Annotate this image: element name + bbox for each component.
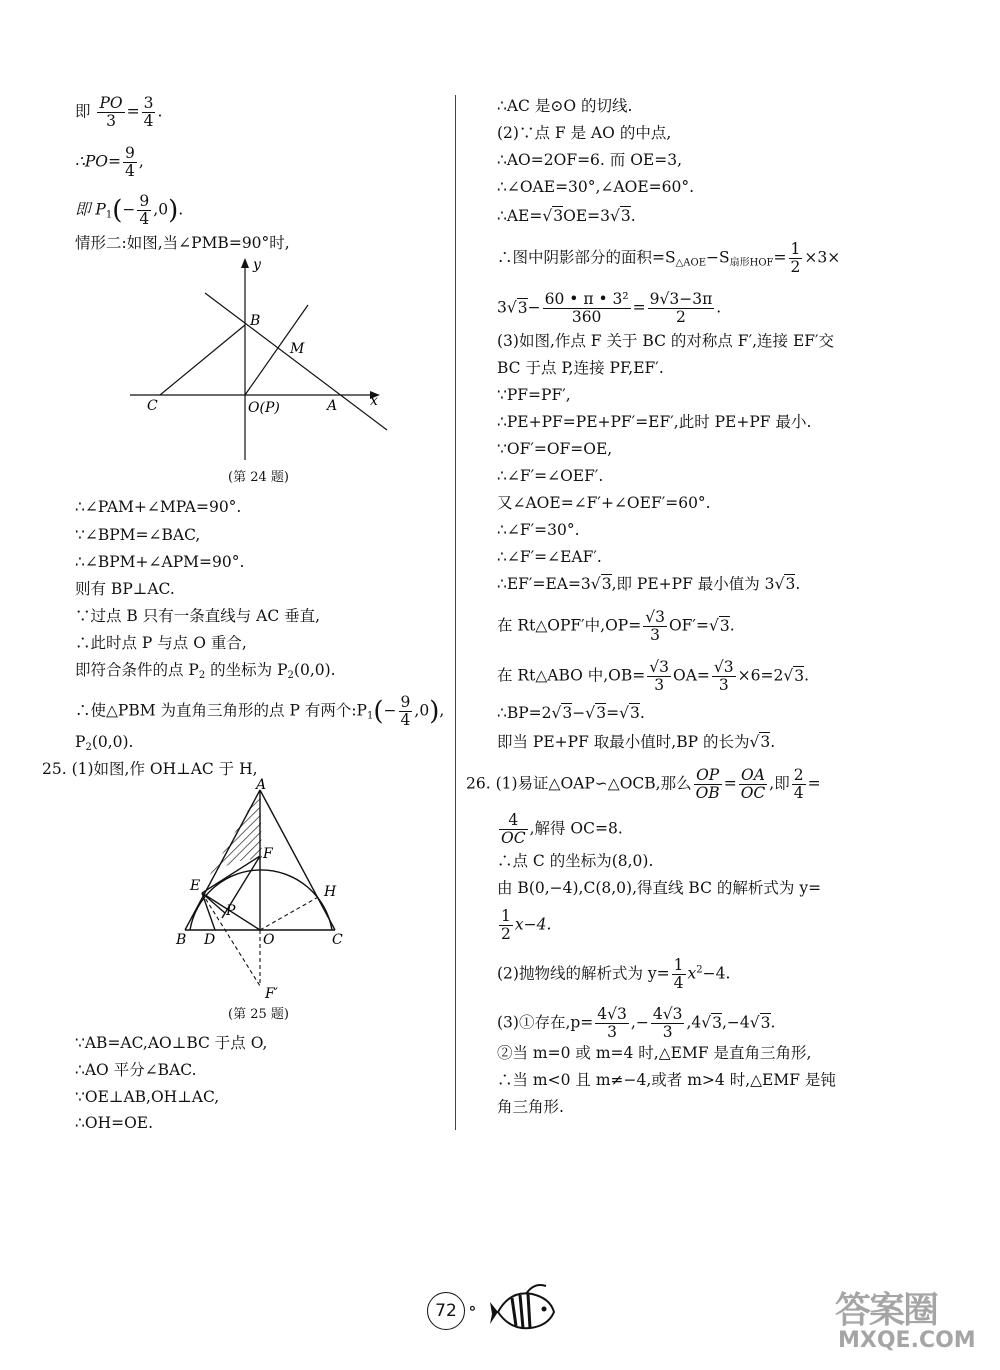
line-tangent: ∴AC 是⊙O 的切线. xyxy=(497,97,633,115)
line-angles: ∴∠OAE=30°,∠AOE=60°. xyxy=(497,178,695,196)
line-bp-value: ∴BP=2√3−√3=√3. xyxy=(497,704,645,722)
line-f-midpoint: (2)∵点 F 是 AO 的中点, xyxy=(497,124,672,142)
question-25-heading: 25. (1)如图,作 OH⊥AC 于 H, xyxy=(42,760,258,778)
line-unique-perp: ∵过点 B 只有一条直线与 AC 垂直, xyxy=(75,607,321,625)
line-aoe-sum: 又∠AOE=∠F′+∠OEF′=60°. xyxy=(497,494,711,512)
line-c-coords: ∴点 C 的坐标为(8,0). xyxy=(497,852,654,870)
line-ef-prime-value: ∴EF′=EA=3√3,即 PE+PF 最小值为 3√3. xyxy=(497,575,801,593)
svg-text:H: H xyxy=(324,884,337,900)
line-angle-f-prime: ∴∠F′=∠OEF′. xyxy=(497,467,604,485)
line-min: ∴PE+PF=PE+PF′=EF′,此时 PE+PF 最小. xyxy=(497,413,812,431)
line-bp-conclusion: 即当 PE+PF 取最小值时,BP 的长为√3. xyxy=(497,733,776,751)
line-right-triangle: ②当 m=0 或 m=4 时,△EMF 是直角三角形, xyxy=(497,1044,812,1062)
line-cb xyxy=(160,325,245,395)
line-oc-solve: $\frac{4}{OC}$ ,解得 OC=8. xyxy=(501,811,623,847)
line-bp-perp: 则有 BP⊥AC. xyxy=(75,580,175,598)
line-ao-value: ∴AO=2OF=6. 而 OE=3, xyxy=(497,151,683,169)
svg-text:y: y xyxy=(253,257,261,273)
svg-text:O: O xyxy=(263,932,275,948)
line-ba xyxy=(205,293,387,430)
segment-oh xyxy=(260,896,320,930)
line-pf-eq: ∵PF=PF′, xyxy=(497,386,571,404)
svg-text:M: M xyxy=(290,341,305,357)
svg-text:E: E xyxy=(190,878,201,894)
line-p2: $P_2(0,0)$. xyxy=(75,733,134,753)
line-op-value: 在 Rt△OPF′中,OP= $\frac{√3}{3}$ OF′=√3. xyxy=(497,608,735,644)
line-bpm-apm: ∴∠BPM+∠APM=90°. xyxy=(75,553,245,571)
watermark-url: MXQE.COM xyxy=(838,1328,976,1353)
line-p-values: (3)①存在,p= $\frac{4√3}{3}$ ,− $\frac{4√3}{3}$ ,4√3,−4√3. xyxy=(497,1005,776,1041)
line-obtuse-triangle: ∴当 m<0 且 m≠−4,或者 m>4 时,△EMF 是钝 xyxy=(497,1071,836,1089)
line-ob-value: 在 Rt△ABO 中,OB= $\frac{√3}{3}$ OA= $\frac{√3}{3}$ ×6=2√3. xyxy=(497,658,810,694)
figure-25-caption: (第 25 题) xyxy=(228,1007,289,1022)
svg-text:B: B xyxy=(176,932,187,948)
line-ab-ac: ∵AB=AC,AO⊥BC 于点 O, xyxy=(75,1034,268,1052)
svg-text:C: C xyxy=(147,398,158,414)
line-two-points: ∴使△PBM 为直角三角形的点 P 有两个$:P_1(-$ $\frac{9}{4}$ ,0), xyxy=(75,693,445,729)
line-p-coincide: ∴此时点 P 与点 O 重合, xyxy=(75,634,247,652)
line-reflection: (3)如图,作点 F 关于 BC 的对称点 F′,连接 EF′交 xyxy=(497,332,835,350)
line-bc-expression: 由 B(0,−4),C(8,0),得直线 BC 的解析式为 y= xyxy=(497,879,822,897)
line-shaded-result: 3√3− $\frac{\text{60 • π • 3²}}{360}$ = $\frac{9√3-3\pi}{2}$ . xyxy=(497,290,722,326)
svg-text:F: F xyxy=(263,846,273,862)
line-pam: ∴∠PAM+∠MPA=90°. xyxy=(75,498,242,516)
line-f-prime-eaf: ∴∠F′=∠EAF′. xyxy=(497,548,602,566)
svg-text:F′: F′ xyxy=(265,986,278,1002)
line-connect: BC 于点 P,连接 PF,EF′. xyxy=(497,359,664,377)
page-number: 72 xyxy=(427,1292,465,1330)
line-bc-formula: $\frac{1}{2}$ x−4. xyxy=(501,907,552,943)
svg-text:C: C xyxy=(332,932,343,948)
line-p2-coords: 即符合条件的点 $P_2$ 的坐标为 $P_2(0,0)$. xyxy=(75,661,336,681)
line-case-two: 情形二:如图,当∠PMB=90°时, xyxy=(75,234,290,252)
svg-text:x: x xyxy=(370,393,378,409)
line-obtuse-end: 角三角形. xyxy=(497,1098,564,1116)
svg-text:B: B xyxy=(250,313,261,329)
line-po-ratio: 即 $\frac{PO}{3}$ = $\frac{3}{4}$ . xyxy=(75,94,163,130)
line-of-prime: ∵OF′=OF=OE, xyxy=(497,440,613,458)
line-oh-oe: ∴OH=OE. xyxy=(75,1114,154,1132)
line-f-prime-30: ∴∠F′=30°. xyxy=(497,521,580,539)
line-oe-oh-perp: ∵OE⊥AB,OH⊥AC, xyxy=(75,1088,220,1106)
svg-text:D: D xyxy=(204,932,216,948)
watermark-logo-text: 答案圈 xyxy=(835,1290,938,1331)
figure-24-caption: (第 24 题) xyxy=(228,470,289,485)
figure-24 xyxy=(120,255,400,465)
svg-text:A: A xyxy=(327,398,338,414)
column-divider xyxy=(455,95,456,1130)
line-po-value: ∴PO= $\frac{9}{4}$ , xyxy=(75,144,144,180)
line-bpm: ∵∠BPM=∠BAC, xyxy=(75,526,201,544)
svg-text:O(P): O(P) xyxy=(248,400,280,416)
svg-text:P: P xyxy=(226,903,236,919)
line-p1-coords: 即 $P_1(-$ $\frac{9}{4}$ ,0). xyxy=(75,192,184,228)
figure-25 xyxy=(170,778,360,1003)
page-dot: ∘ xyxy=(468,1298,477,1319)
svg-text:A: A xyxy=(256,778,267,793)
question-26-heading: 26. (1)易证△OAP∽△OCB,那么 $\frac{OP}{OB}$ = $\frac{OA}{OC}$ ,即 $\frac{2}{4}$ = xyxy=(466,766,821,802)
line-shaded-area: ∴图中阴影部分的面积$=S_{\triangle AOE}-S_{扇形HOF}=$ $\frac{1}{2}$ ×3× xyxy=(497,240,841,276)
line-parabola: (2)抛物线的解析式为 y= $\frac{1}{4}$ $x^2-4$. xyxy=(497,956,731,992)
fish-logo-icon xyxy=(490,1282,558,1338)
line-ae-value: ∴AE=√3OE=3√3. xyxy=(497,207,636,225)
line-ao-bisect: ∴AO 平分∠BAC. xyxy=(75,1061,197,1079)
